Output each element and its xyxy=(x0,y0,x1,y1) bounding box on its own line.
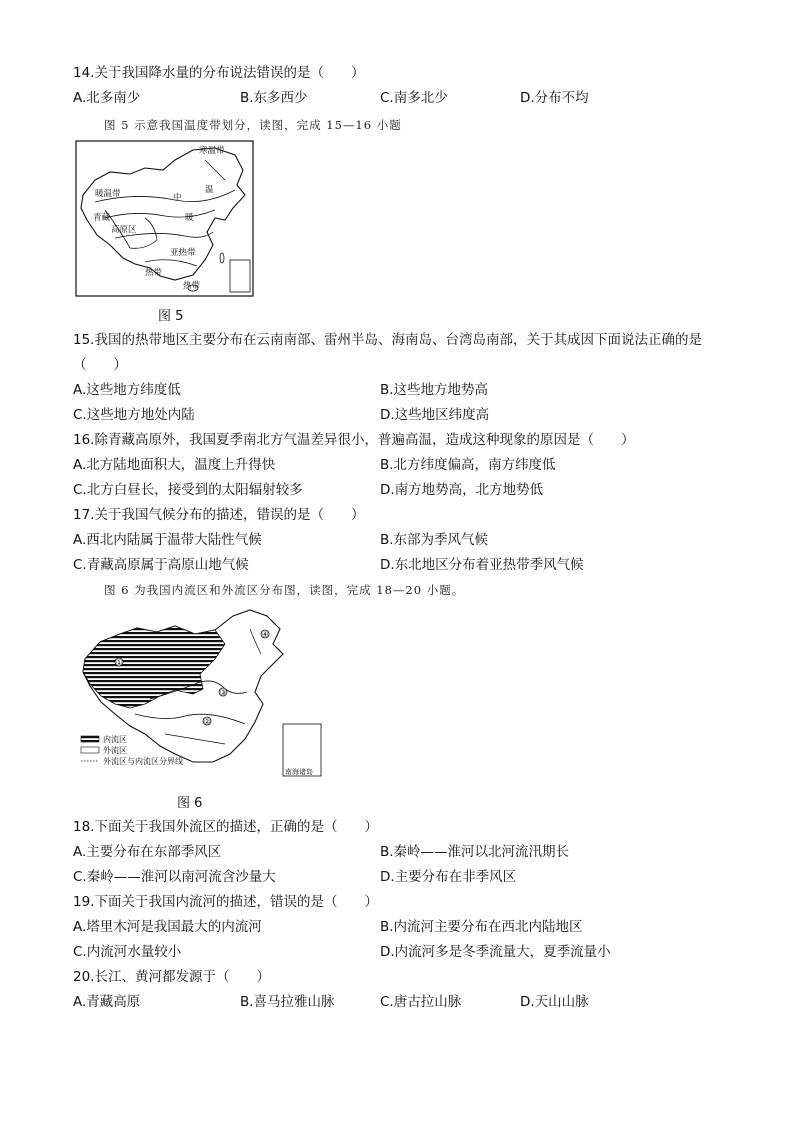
marker-4-text: ④ xyxy=(261,630,269,639)
q17-option-c: C.青藏高原属于高原山地气候 xyxy=(73,557,249,573)
legend-interior-swatch xyxy=(81,736,99,742)
marker-2-text: ② xyxy=(203,717,211,726)
q20-option-d: D.天山山脉 xyxy=(520,994,589,1010)
q15-option-b: B.这些地方地势高 xyxy=(380,382,489,398)
label-plateau: 高原区 xyxy=(111,225,137,235)
drainage-basin-map xyxy=(75,604,327,782)
q17-option-b: B.东部为季风气候 xyxy=(380,532,489,548)
q16-option-a: A.北方陆地面积大，温度上升得快 xyxy=(73,457,276,473)
q14-option-c: C.南多北少 xyxy=(380,90,448,106)
figure-6-label: 图 6 xyxy=(177,796,203,811)
q19-option-b: B.内流河主要分布在西北内陆地区 xyxy=(380,919,583,935)
q16-option-d: D.南方地势高，北方地势低 xyxy=(380,482,544,498)
q14-option-d: D.分布不均 xyxy=(520,90,589,106)
legend-interior: 内流区 xyxy=(103,735,127,744)
label-mid-temperate-west: 暖温带 xyxy=(95,189,121,199)
q19-option-d: D.内流河多是冬季流量大，夏季流量小 xyxy=(380,944,611,960)
legend-divide: 外流区与内流区分界线 xyxy=(103,757,183,766)
q16-stem: 16.除青藏高原外，我国夏季南北方气温差异很小，普遍高温，造成这种现象的原因是（ ） xyxy=(73,432,635,448)
q18-option-c: C.秦岭——淮河以南河流含沙量大 xyxy=(73,869,276,885)
q19-option-c: C.内流河水量较小 xyxy=(73,944,182,960)
temperature-zone-map xyxy=(75,140,255,298)
q16-option-c: C.北方白昼长，接受到的太阳辐射较多 xyxy=(73,482,303,498)
q15-option-d: D.这些地区纬度高 xyxy=(380,407,490,423)
q18-option-d: D.主要分布在非季风区 xyxy=(380,869,517,885)
figure-5-label: 图 5 xyxy=(158,309,184,324)
figure-5-caption: 图 5 示意我国温度带划分，读图，完成 15—16 小题 xyxy=(104,118,402,132)
q20-option-c: C.唐古拉山脉 xyxy=(380,994,462,1010)
q17-option-a: A.西北内陆属于温带大陆性气候 xyxy=(73,532,262,548)
label-subtropical: 亚热带 xyxy=(170,248,196,258)
label-mid: 中 xyxy=(173,193,182,203)
q15-option-a: A.这些地方纬度低 xyxy=(73,382,181,398)
q14-stem: 14.关于我国降水量的分布说法错误的是（ ） xyxy=(73,65,365,81)
marker-3-text: ③ xyxy=(219,688,227,697)
q18-option-a: A.主要分布在东部季风区 xyxy=(73,844,222,860)
q19-option-a: A.塔里木河是我国最大的内流河 xyxy=(73,919,262,935)
q20-option-b: B.喜马拉雅山脉 xyxy=(240,994,335,1010)
q15-stem-paren: （ ） xyxy=(73,357,127,373)
q15-stem: 15.我国的热带地区主要分布在云南南部、雷州半岛、海南岛、台湾岛南部，关于其成因下面说法正确的是 xyxy=(73,332,702,348)
label-tropical-1: 热带 xyxy=(145,268,163,278)
q18-option-b: B.秦岭——淮河以北河流汛期长 xyxy=(380,844,570,860)
label-warm: 暖 xyxy=(185,213,194,223)
q20-stem: 20.长江、黄河都发源于（ ） xyxy=(73,969,270,985)
q14-option-b: B.东多西少 xyxy=(240,90,308,106)
inset-label: 南海诸岛 xyxy=(285,768,313,776)
figure-6-caption: 图 6 为我国内流区和外流区分布图，读图，完成 18—20 小题。 xyxy=(104,583,465,597)
label-tropical-2: 热带 xyxy=(183,281,201,291)
q17-stem: 17.关于我国气候分布的描述，错误的是（ ） xyxy=(73,507,365,523)
q14-option-a: A.北多南少 xyxy=(73,90,141,106)
q15-option-c: C.这些地方地处内陆 xyxy=(73,407,195,423)
q16-option-b: B.北方纬度偏高，南方纬度低 xyxy=(380,457,556,473)
marker-1-text: ① xyxy=(115,658,123,667)
label-temp: 温 xyxy=(205,185,214,195)
legend-exterior-swatch xyxy=(81,747,99,753)
q18-stem: 18.下面关于我国外流区的描述，正确的是（ ） xyxy=(73,819,378,835)
label-cold-temperate: 寒温带 xyxy=(199,146,225,156)
label-qinghai: 青藏 xyxy=(93,213,111,223)
q17-option-d: D.东北地区分布着亚热带季风气候 xyxy=(380,557,584,573)
q20-option-a: A.青藏高原 xyxy=(73,994,141,1010)
legend-exterior: 外流区 xyxy=(103,746,127,755)
q19-stem: 19.下面关于我国内流河的描述，错误的是（ ） xyxy=(73,894,378,910)
